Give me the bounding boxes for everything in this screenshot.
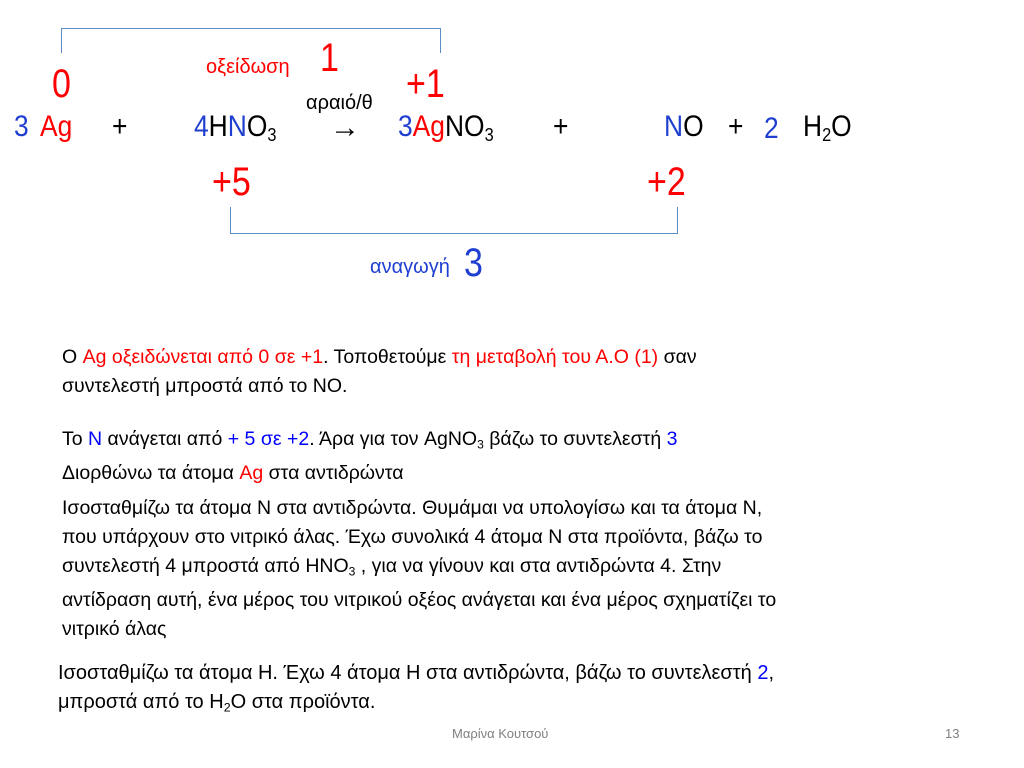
coef-hno3: 4	[194, 110, 209, 143]
explanation-h-balance: Ισοσταθμίζω τα άτομα Η. Έχω 4 άτομα Η στα αντιδρώντα, βάζω το συντελεστή 2, μπροστά από το $H_2O$ στα προϊόντα.	[58, 662, 775, 715]
explanation-n-balance: Ισοσταθμίζω τα άτομα Ν στα αντιδρώντα. Θυμάμαι να υπολογίσω και τα άτομα Ν, που υπάρχουν στο νιτρικό άλας. Έχω συνολικά 4 άτομα Ν στα προϊόντα, βάζω το συντελεστή 4 μπροστά από $HNO_3$ , για να γίνουν και στα αντιδρώντα 4. Στην αντίδραση αυτή, ένα μέρος του νιτρικού οξέος ανάγεται και ένα μέρος σχηματίζει το νιτρικό άλας	[62, 497, 777, 641]
no-formula: NO	[664, 110, 704, 143]
coef-ag: 3	[14, 110, 29, 143]
explanation-ag-oxidation: Ο Ag οξειδώνεται από 0 σε +1. Τοποθετούμε τη μεταβολή του Α.Ο (1) σαν συντελεστή μπροστά από το NO.	[62, 346, 697, 397]
ag-reactant: Ag	[40, 110, 73, 143]
h2o-formula: $H_2O$	[803, 110, 852, 146]
agno3-formula: 3AgNO$_3$	[398, 110, 494, 146]
ox-state-ag-reactant: 0	[52, 62, 71, 106]
reaction-arrow: →	[330, 111, 360, 144]
ox-state-n-reactant: +5	[212, 160, 251, 204]
reduction-electron-change: 3	[464, 241, 483, 285]
plus-sign-2: +	[553, 110, 569, 143]
coef-h2o: 2	[764, 112, 779, 145]
ox-state-n-product: +2	[647, 160, 686, 204]
footer-author: Μαρίνα Κουτσού	[452, 726, 549, 741]
plus-sign-3: +	[728, 110, 744, 143]
oxidation-electron-change: 1	[320, 36, 339, 80]
oxidation-label: οξείδωση	[206, 56, 290, 78]
hno3-formula: $4HNO_3$	[194, 110, 277, 146]
coef-agno3: 3	[398, 110, 413, 143]
reduction-label: αναγωγή	[370, 256, 450, 278]
reduction-bracket	[230, 207, 678, 234]
slide-number: 13	[945, 726, 960, 741]
oxidation-bracket	[61, 28, 441, 53]
reaction-condition: αραιό/θ	[306, 92, 373, 114]
ox-state-ag-product: +1	[406, 62, 445, 106]
explanation-n-reduction: Το N ανάγεται από + 5 σε +2. Άρα για τον AgNO$_3$ βάζω το συντελεστή 3 Διορθώνω τα άτομα Ag στα αντιδρώντα	[62, 428, 678, 485]
plus-sign-1: +	[112, 110, 128, 143]
